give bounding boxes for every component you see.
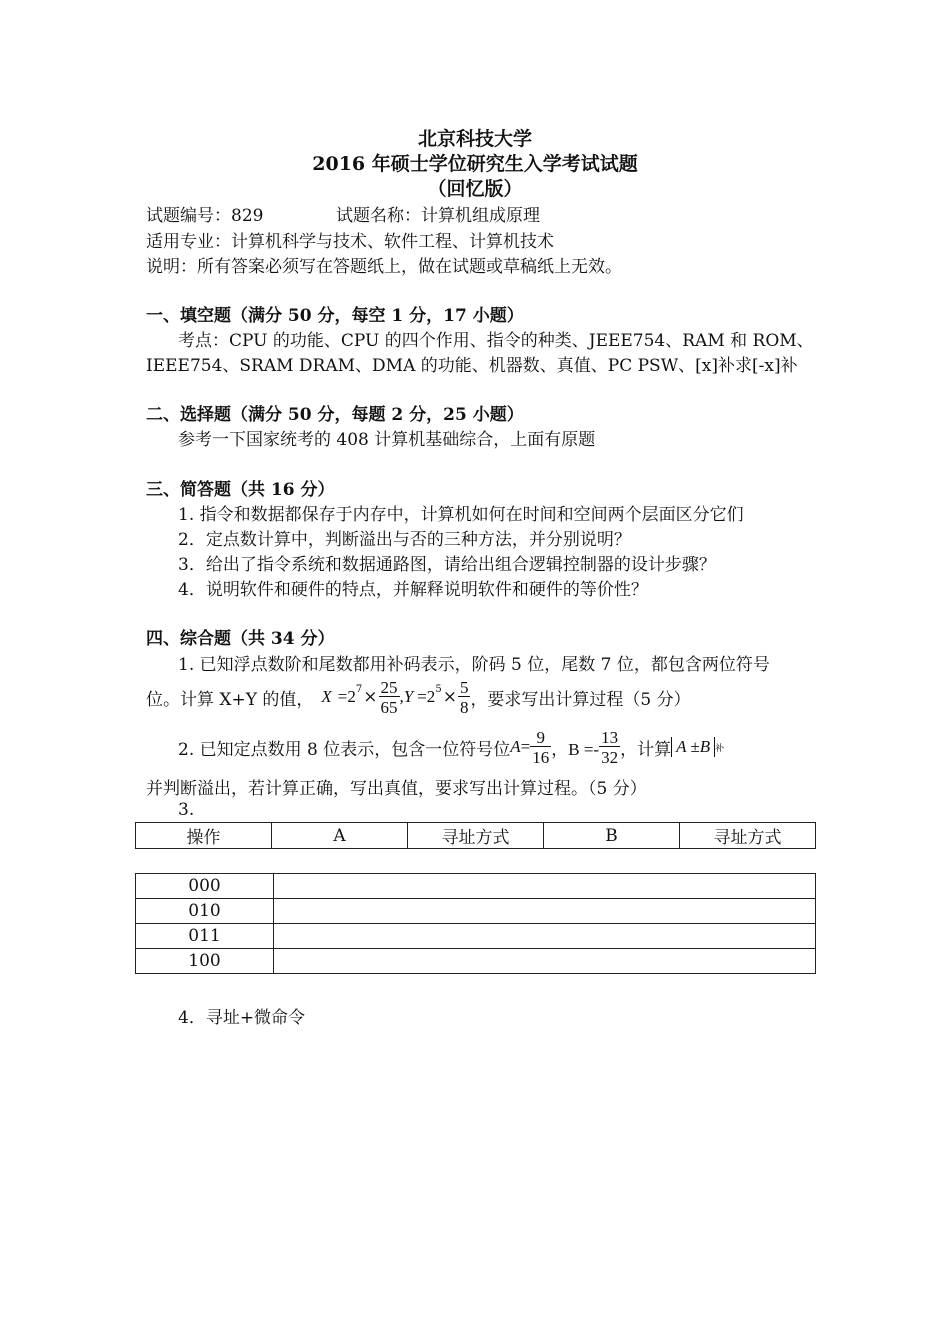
table-header-cell: 操作: [136, 823, 272, 849]
section-1-line-2: IEEE754、SRAM DRAM、DMA 的功能、机器数、真值、PC PSW、[x]补求[-x]补: [146, 356, 798, 376]
formula-a-eq: =: [520, 737, 531, 756]
section-1-line-1: 考点：CPU 的功能、CPU 的四个作用、指令的种类、JEEE754、RAM 和 ROM、: [178, 331, 814, 351]
formula-a-var: A: [510, 737, 521, 756]
section-4-q4: 4．寻址+微命令: [178, 1008, 306, 1028]
formula-times-2: ×: [442, 687, 457, 707]
opcode-cell: 011: [136, 924, 274, 949]
fraction-numerator: 13: [601, 727, 619, 747]
opcode-table: [135, 873, 816, 974]
table-header-cell: 寻址方式: [679, 823, 815, 849]
fraction-5-8: [458, 679, 471, 716]
fraction-denominator: 32: [601, 747, 619, 767]
fraction-numerator: 5: [459, 677, 469, 697]
fraction-numerator: 9: [536, 727, 545, 747]
formula-eq-2: =2: [417, 687, 436, 706]
formula-y-var: ,Y: [399, 687, 414, 706]
table-row: [136, 823, 816, 849]
applicable-majors: 适用专业：计算机科学与技术、软件工程、计算机技术: [146, 232, 554, 252]
section-3-question-1: 1. 指令和数据都保存于内存中，计算机如何在时间和空间两个层面区分它们: [178, 505, 744, 525]
university-title: 北京科技大学: [417, 128, 532, 150]
version-label: （回忆版）: [427, 178, 523, 200]
bracket-expression: A ±B: [671, 737, 715, 757]
fraction-denominator: 65: [380, 697, 398, 717]
section-3-question-3: 3．给出了指令系统和数据通路图，请给出组合逻辑控制器的设计步骤？: [178, 555, 716, 575]
operation-cell: [274, 924, 816, 949]
formula-eq-1: =2: [337, 687, 356, 706]
formula-x-var: X: [321, 687, 332, 706]
formula-exp-7: 7: [355, 683, 363, 695]
table-header-cell: A: [272, 823, 408, 849]
table-row: [136, 899, 816, 924]
section-2-line-1: 参考一下国家统考的 408 计算机基础综合，上面有原题: [178, 430, 596, 450]
instruction-format-table: [135, 822, 816, 849]
section-4-q1-suffix: ，要求写出计算过程（5 分）: [470, 689, 691, 710]
section-4-q1-line-1: 1. 已知浮点数阶和尾数都用补码表示，阶码 5 位，尾数 7 位，都包含两位符号: [178, 655, 770, 675]
formula-times-1: ×: [363, 687, 378, 707]
fraction-denominator: 8: [459, 697, 469, 717]
formula-b-var: ，B =-: [551, 739, 600, 759]
exam-title: 2016 年硕士学位研究生入学考试试题: [312, 153, 638, 175]
section-4-title: 四、综合题（共 34 分）: [146, 629, 335, 649]
exam-note: 说明：所有答案必须写在答题纸上，做在试题或草稿纸上无效。: [146, 257, 622, 277]
section-2-title: 二、选择题（满分 50 分，每题 2 分，25 小题）: [146, 405, 524, 425]
exam-name: 试题名称：计算机组成原理: [336, 206, 540, 226]
formula-exp-5: 5: [435, 683, 442, 695]
section-1-title: 一、填空题（满分 50 分，每空 1 分，17 小题）: [146, 306, 524, 326]
operation-cell: [274, 874, 816, 899]
section-4-q2-line-2: 并判断溢出，若计算正确，写出真值，要求写出计算过程。（5 分）: [146, 779, 647, 799]
opcode-cell: 010: [136, 899, 274, 924]
opcode-cell: 000: [136, 874, 274, 899]
section-4-q2-mid: ，计算: [620, 739, 672, 760]
table-row: [136, 874, 816, 899]
section-3-question-4: 4．说明软件和硬件的特点，并解释说明软件和硬件的等价性？: [178, 580, 648, 600]
fraction-denominator: 16: [532, 747, 550, 767]
exam-code: 试题编号：829: [146, 206, 264, 226]
table-header-cell: 寻址方式: [407, 823, 543, 849]
section-4-q3-label: 3.: [178, 800, 195, 820]
table-row: [136, 949, 816, 974]
section-4-q2-formula-line: [178, 724, 724, 770]
table-row: [136, 924, 816, 949]
section-3-question-2: 2．定点数计算中，判断溢出与否的三种方法，并分别说明？: [178, 530, 631, 550]
fraction-numerator: 25: [380, 677, 398, 697]
section-4-q2-prefix: 2. 已知定点数用 8 位表示，包含一位符号位: [178, 739, 511, 760]
opcode-cell: 100: [136, 949, 274, 974]
operation-cell: [274, 949, 816, 974]
table-header-cell: B: [543, 823, 679, 849]
section-3-title: 三、简答题（共 16 分）: [146, 480, 335, 500]
section-4-q1-prefix: 位。计算 X+Y 的值，: [146, 689, 314, 710]
fraction-9-16: [530, 729, 551, 766]
fraction-25-65: [379, 679, 400, 716]
section-4-q1-formula-line: [146, 674, 691, 720]
bracket-subscript: 补: [715, 743, 725, 754]
operation-cell: [274, 899, 816, 924]
fraction-13-32: [599, 729, 620, 766]
